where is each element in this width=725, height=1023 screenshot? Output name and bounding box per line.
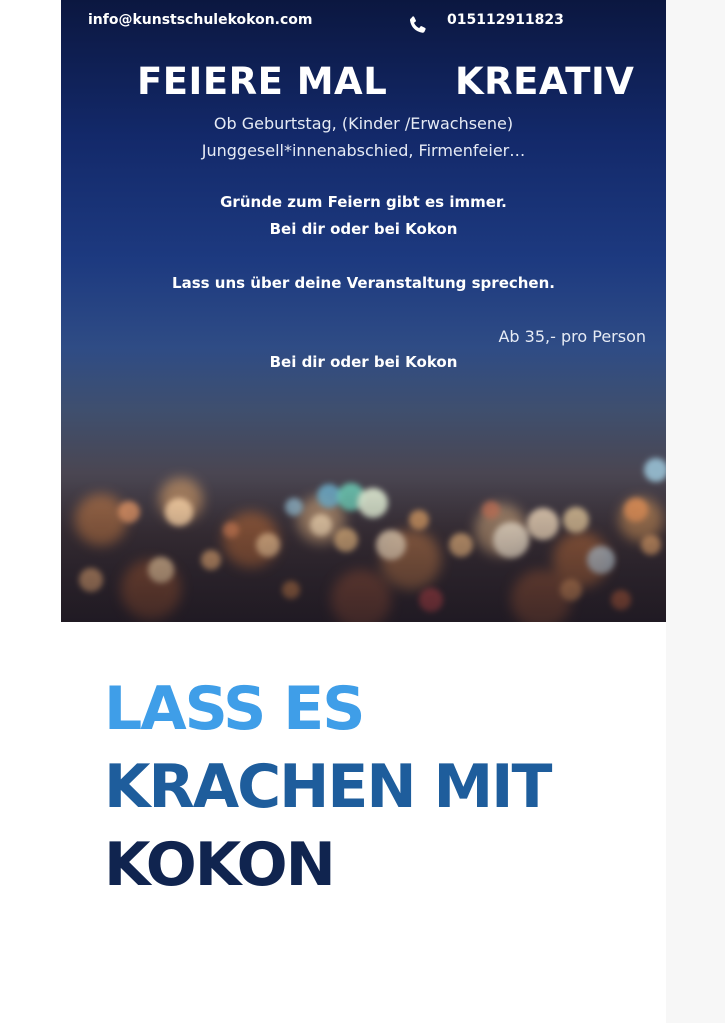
slogan-line-3: KOKON xyxy=(104,830,334,900)
main-slogan xyxy=(104,670,550,904)
reason-line-1: Gründe zum Feiern gibt es immer. xyxy=(220,193,507,211)
occasion-line-2: Junggesell*innenabschied, Firmenfeier… xyxy=(201,141,526,160)
price-text: Ab 35,- pro Person xyxy=(498,327,646,346)
poster-image xyxy=(61,0,666,622)
contact-phone[interactable]: 015112911823 xyxy=(447,12,564,28)
occasion-line-1: Ob Geburtstag, (Kinder /Erwachsene) xyxy=(213,114,514,133)
slogan-line-1: LASS ES xyxy=(104,674,364,744)
contact-email[interactable]: info@kunstschulekokon.com xyxy=(88,12,313,28)
headline-kreativ: KREATIV xyxy=(455,60,635,103)
slogan-line-2: KRACHEN MIT xyxy=(104,752,551,822)
reason-line-2: Bei dir oder bei Kokon xyxy=(269,220,458,238)
phone-icon xyxy=(406,14,430,38)
page-margin xyxy=(666,0,725,1023)
location-line: Bei dir oder bei Kokon xyxy=(269,353,458,371)
talk-line: Lass uns über deine Veranstaltung sprechen. xyxy=(172,274,555,292)
headline-feiere-mal: FEIERE MAL xyxy=(137,60,388,103)
